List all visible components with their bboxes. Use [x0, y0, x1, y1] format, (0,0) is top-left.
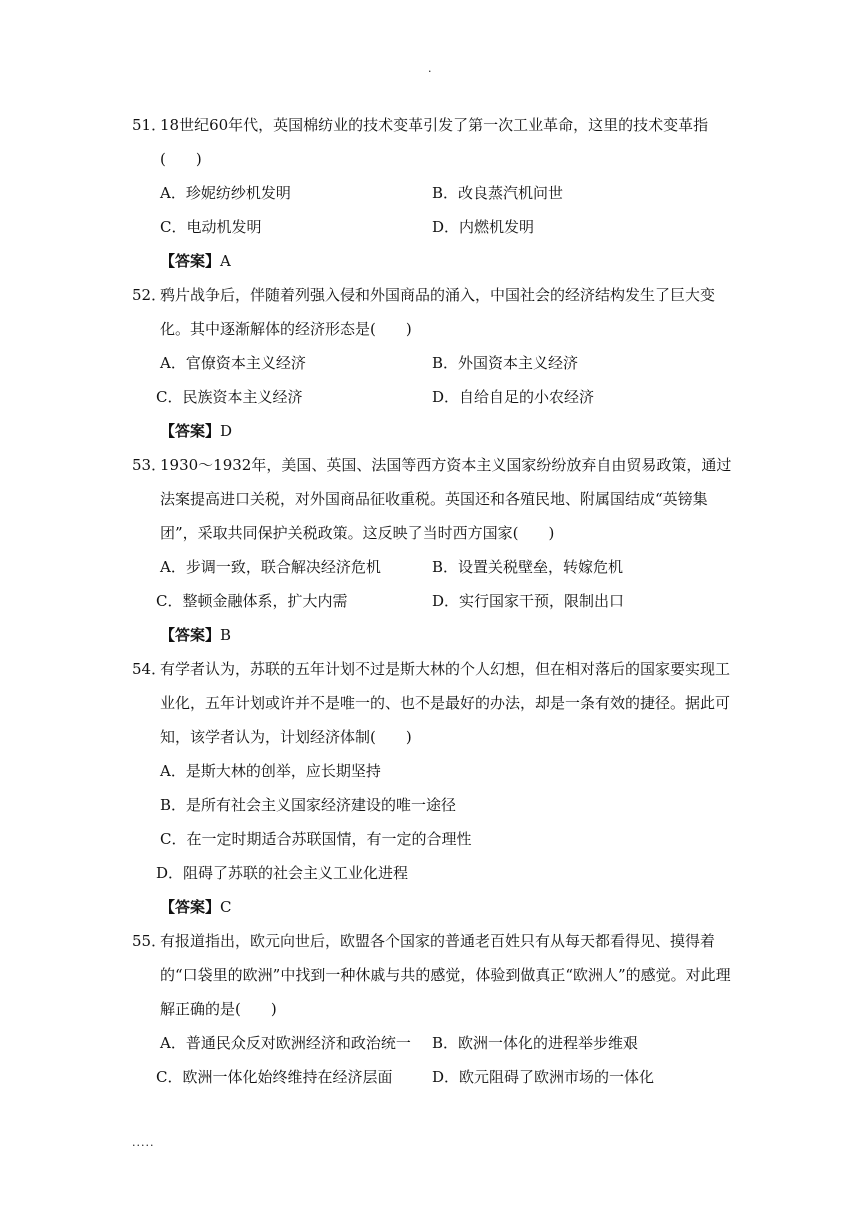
- question-stem: [132, 448, 738, 550]
- question-53: [132, 448, 738, 652]
- question-stem: [132, 278, 738, 346]
- options-row: [132, 380, 738, 414]
- answer-label: 【答案】: [160, 422, 221, 440]
- options-row: [132, 210, 738, 244]
- question-number: 54．: [132, 660, 167, 678]
- options-row: [132, 1060, 738, 1094]
- option-d[interactable]: D．欧元阻碍了欧洲市场的一体化: [432, 1068, 655, 1086]
- option-c[interactable]: C．在一定时期适合苏联国情，有一定的合理性: [160, 830, 472, 848]
- option-d[interactable]: D．实行国家干预，限制出口: [432, 592, 625, 610]
- option-b[interactable]: B．外国资本主义经济: [432, 354, 579, 372]
- options-row: [132, 346, 738, 380]
- question-52: [132, 278, 738, 448]
- question-text: 有报道指出，欧元向世后，欧盟各个国家的普通老百姓只有从每天都看得见、摸得着的“口袋里的欧洲”中找到一种休戚与共的感觉，体验到做真正“欧洲人”的感觉。对此理解正确的是( ): [160, 932, 731, 1018]
- answer-label: 【答案】: [160, 252, 221, 270]
- option-b[interactable]: B．设置关税壁垒，转嫁危机: [432, 558, 624, 576]
- option-a[interactable]: A．是斯大林的创举，应长期坚持: [160, 762, 381, 780]
- question-number: 51．: [132, 116, 167, 134]
- question-number: 55．: [132, 932, 167, 950]
- answer-value: B: [220, 626, 232, 644]
- header-mark: .: [428, 62, 432, 75]
- answer-line: [132, 618, 738, 652]
- option-b[interactable]: B．是所有社会主义国家经济建设的唯一途径: [160, 796, 457, 814]
- question-55: [132, 924, 738, 1094]
- question-stem: [132, 652, 738, 754]
- options-row: [132, 176, 738, 210]
- question-number: 52．: [132, 286, 167, 304]
- answer-line: [132, 414, 738, 448]
- question-51: [132, 108, 738, 278]
- option-d[interactable]: D．阻碍了苏联的社会主义工业化进程: [156, 864, 409, 882]
- option-a[interactable]: A．珍妮纺纱机发明: [160, 184, 291, 202]
- option-c[interactable]: C．整顿金融体系，扩大内需: [156, 592, 348, 610]
- option-d[interactable]: D．自给自足的小农经济: [432, 388, 595, 406]
- option-a[interactable]: A．普通民众反对欧洲经济和政治统一: [160, 1034, 411, 1052]
- question-stem: [132, 108, 738, 176]
- answer-value: C: [220, 898, 232, 916]
- question-stem: [132, 924, 738, 1026]
- answer-label: 【答案】: [160, 626, 221, 644]
- option-d[interactable]: D．内燃机发明: [432, 218, 535, 236]
- answer-value: A: [220, 252, 231, 270]
- question-text: 18世纪60年代，英国棉纺业的技术变革引发了第一次工业革命，这里的技术变革指( ): [160, 116, 709, 168]
- question-54: [132, 652, 738, 924]
- question-text: 鸦片战争后，伴随着列强入侵和外国商品的涌入，中国社会的经济结构发生了巨大变化。其中逐渐解体的经济形态是( ): [160, 286, 716, 338]
- options-row: [132, 1026, 738, 1060]
- option-c[interactable]: C．欧洲一体化始终维持在经济层面: [156, 1068, 393, 1086]
- question-list: [132, 108, 738, 1094]
- options-row: [132, 584, 738, 618]
- question-text: 有学者认为，苏联的五年计划不过是斯大林的个人幻想，但在相对落后的国家要实现工业化，五年计划或许并不是唯一的、也不是最好的办法，却是一条有效的捷径。据此可知，该学者认为，计划经济体制( ): [160, 660, 731, 746]
- answer-line: [132, 890, 738, 924]
- option-c[interactable]: C．电动机发明: [160, 218, 262, 236]
- option-a[interactable]: A．步调一致，联合解决经济危机: [160, 558, 381, 576]
- option-c[interactable]: C．民族资本主义经济: [156, 388, 303, 406]
- option-a[interactable]: A．官僚资本主义经济: [160, 354, 306, 372]
- question-text: 1930～1932年，美国、英国、法国等西方资本主义国家纷纷放弃自由贸易政策，通过法案提高进口关税，对外国商品征收重税。英国还和各殖民地、附属国结成“英镑集团”，采取共同保护关税政策。这反映了当时西方国家( ): [160, 456, 732, 542]
- question-number: 53．: [132, 456, 167, 474]
- option-b[interactable]: B．改良蒸汽机问世: [432, 184, 564, 202]
- answer-line: [132, 244, 738, 278]
- footer-mark: .....: [132, 1136, 155, 1149]
- options-row: [132, 550, 738, 584]
- answer-value: D: [220, 422, 233, 440]
- answer-label: 【答案】: [160, 898, 221, 916]
- option-b[interactable]: B．欧洲一体化的进程举步维艰: [432, 1034, 639, 1052]
